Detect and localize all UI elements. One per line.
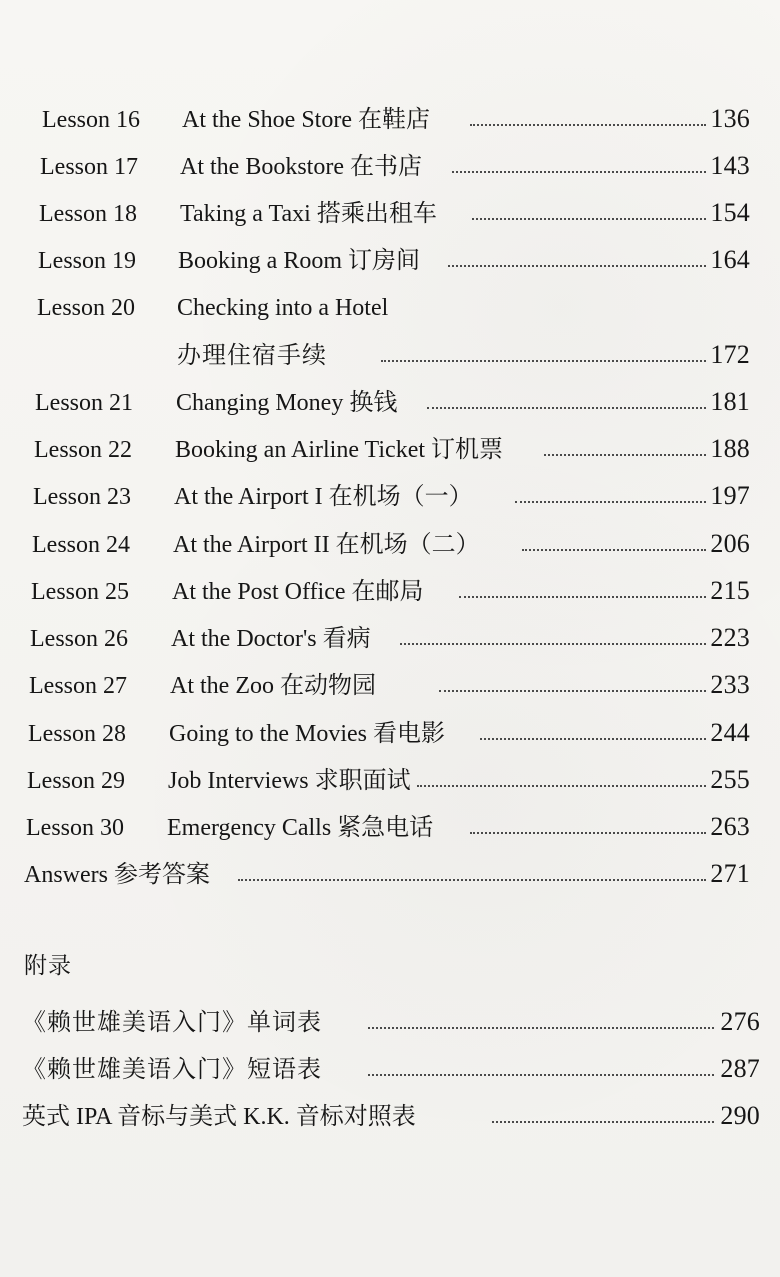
- page-number: 154: [710, 198, 750, 227]
- page-number: 255: [710, 765, 750, 794]
- page-number: 188: [710, 434, 750, 463]
- dot-leader: [470, 831, 706, 834]
- lesson-title-wrap: [170, 674, 703, 698]
- page-number: 143: [710, 151, 750, 180]
- toc-entry-lesson-20-title: [37, 286, 750, 320]
- toc-entry-lesson-19: [38, 239, 750, 273]
- toc-entry-lesson-24: [32, 523, 750, 557]
- page-number: 287: [720, 1054, 760, 1083]
- lesson-label: Lesson 24: [32, 532, 130, 558]
- lesson-label: Lesson 30: [26, 815, 124, 841]
- toc-entry-lesson-27: [29, 664, 750, 698]
- lesson-title: At the Doctor's 看病: [171, 626, 371, 652]
- appendix-title-wrap: [22, 1011, 712, 1035]
- lesson-label: Lesson 16: [42, 107, 140, 133]
- page-number: 271: [710, 859, 750, 888]
- lesson-title: Checking into a Hotel: [177, 295, 389, 321]
- page-number: 223: [710, 623, 750, 652]
- lesson-title: Job Interviews 求职面试: [168, 768, 411, 794]
- dot-leader: [492, 1120, 714, 1123]
- lesson-label: Lesson 22: [34, 437, 132, 463]
- dot-leader: [472, 217, 706, 220]
- dot-leader: [368, 1073, 714, 1076]
- appendix-entry-ipa-kk: [22, 1095, 760, 1129]
- toc-entry-lesson-23: [33, 475, 750, 509]
- dot-leader: [368, 1026, 714, 1029]
- lesson-title: At the Post Office 在邮局: [172, 579, 424, 605]
- page-number: 290: [720, 1101, 760, 1130]
- dot-leader: [544, 453, 706, 456]
- toc-entry-lesson-22: [34, 428, 750, 462]
- lesson-title: Booking a Room 订房间: [178, 248, 421, 274]
- page-number: 206: [710, 529, 750, 558]
- lesson-label: Lesson 25: [31, 579, 129, 605]
- lesson-title: At the Zoo 在动物园: [170, 673, 376, 699]
- dot-leader: [238, 878, 706, 881]
- answers-title: Answers 参考答案: [24, 862, 210, 888]
- lesson-title-wrap: [180, 202, 703, 226]
- dot-leader: [470, 123, 706, 126]
- lesson-label: Lesson 23: [33, 484, 131, 510]
- page-number: 244: [710, 718, 750, 747]
- lesson-title-wrap: [176, 391, 703, 415]
- toc-entry-lesson-26: [30, 617, 750, 651]
- lesson-subtitle-wrap: [177, 344, 703, 368]
- dot-leader: [439, 689, 706, 692]
- lesson-label: Lesson 20: [37, 295, 135, 321]
- lesson-title-wrap: [172, 580, 703, 604]
- lesson-label: Lesson 29: [27, 768, 125, 794]
- toc-entry-lesson-28: [28, 712, 750, 746]
- dot-leader: [452, 170, 706, 173]
- lesson-title-wrap: [177, 296, 750, 320]
- lesson-title: At the Shoe Store 在鞋店: [182, 107, 430, 133]
- lesson-label: Lesson 27: [29, 673, 127, 699]
- toc-entry-lesson-29: [27, 759, 750, 793]
- lesson-label: Lesson 17: [40, 154, 138, 180]
- lesson-subtitle: 办理住宿手续: [177, 343, 327, 369]
- appendix-title: 《赖世雄美语入门》短语表: [22, 1057, 322, 1083]
- lesson-title-wrap: [182, 108, 703, 132]
- lesson-label: Lesson 21: [35, 390, 133, 416]
- lesson-title: Changing Money 换钱: [176, 390, 398, 416]
- toc-entry-lesson-30: [26, 806, 750, 840]
- lesson-title-wrap: [167, 816, 703, 840]
- page-number: 172: [710, 340, 750, 369]
- appendix-title-wrap: [22, 1105, 712, 1129]
- lesson-title: Taking a Taxi 搭乘出租车: [180, 201, 437, 227]
- lesson-title: Going to the Movies 看电影: [169, 721, 445, 747]
- dot-leader: [515, 500, 706, 503]
- page-number: 276: [720, 1007, 760, 1036]
- lesson-title-wrap: [178, 249, 703, 273]
- lesson-title: At the Airport I 在机场（一）: [174, 484, 473, 510]
- toc-entry-lesson-25: [31, 570, 750, 604]
- toc-entry-lesson-17: [40, 145, 750, 179]
- page-number: 215: [710, 576, 750, 605]
- lesson-title-wrap: [171, 627, 703, 651]
- toc-entry-lesson-16: [42, 98, 750, 132]
- lesson-title: Booking an Airline Ticket 订机票: [175, 437, 504, 463]
- dot-leader: [459, 595, 706, 598]
- toc-entry-lesson-18: [39, 192, 750, 226]
- dot-leader: [400, 642, 706, 645]
- dot-leader: [480, 737, 706, 740]
- dot-leader: [417, 784, 706, 787]
- toc-entry-answers: [24, 853, 750, 887]
- lesson-label: Lesson 28: [28, 721, 126, 747]
- dot-leader: [381, 359, 706, 362]
- appendix-heading: 附录: [24, 953, 72, 978]
- appendix-entry-phrase-list: [22, 1048, 760, 1082]
- lesson-title-wrap: [174, 485, 703, 509]
- page-number: 197: [710, 481, 750, 510]
- page-number: 164: [710, 245, 750, 274]
- lesson-label: Lesson 18: [39, 201, 137, 227]
- page-number: 233: [710, 670, 750, 699]
- toc-entry-lesson-20-subtitle: [37, 334, 750, 368]
- appendix-title: 《赖世雄美语入门》单词表: [22, 1010, 322, 1036]
- answers-title-wrap: [24, 863, 703, 887]
- lesson-label: Lesson 19: [38, 248, 136, 274]
- dot-leader: [427, 406, 706, 409]
- appendix-entry-word-list: [22, 1001, 760, 1035]
- lesson-title-wrap: [173, 533, 703, 557]
- lesson-title: Emergency Calls 紧急电话: [167, 815, 434, 841]
- appendix-title: 英式 IPA 音标与美式 K.K. 音标对照表: [22, 1104, 416, 1130]
- toc-entry-lesson-21: [35, 381, 750, 415]
- lesson-title: At the Airport II 在机场（二）: [173, 532, 480, 558]
- lesson-label: Lesson 26: [30, 626, 128, 652]
- lesson-title: At the Bookstore 在书店: [180, 154, 422, 180]
- page-number: 181: [710, 387, 750, 416]
- appendix-title-wrap: [22, 1058, 712, 1082]
- lesson-title-wrap: [175, 438, 703, 462]
- dot-leader: [448, 264, 706, 267]
- lesson-title-wrap: [169, 722, 703, 746]
- page-number: 136: [710, 104, 750, 133]
- page-number: 263: [710, 812, 750, 841]
- lesson-title-wrap: [168, 769, 703, 793]
- dot-leader: [522, 548, 706, 551]
- lesson-title-wrap: [180, 155, 703, 179]
